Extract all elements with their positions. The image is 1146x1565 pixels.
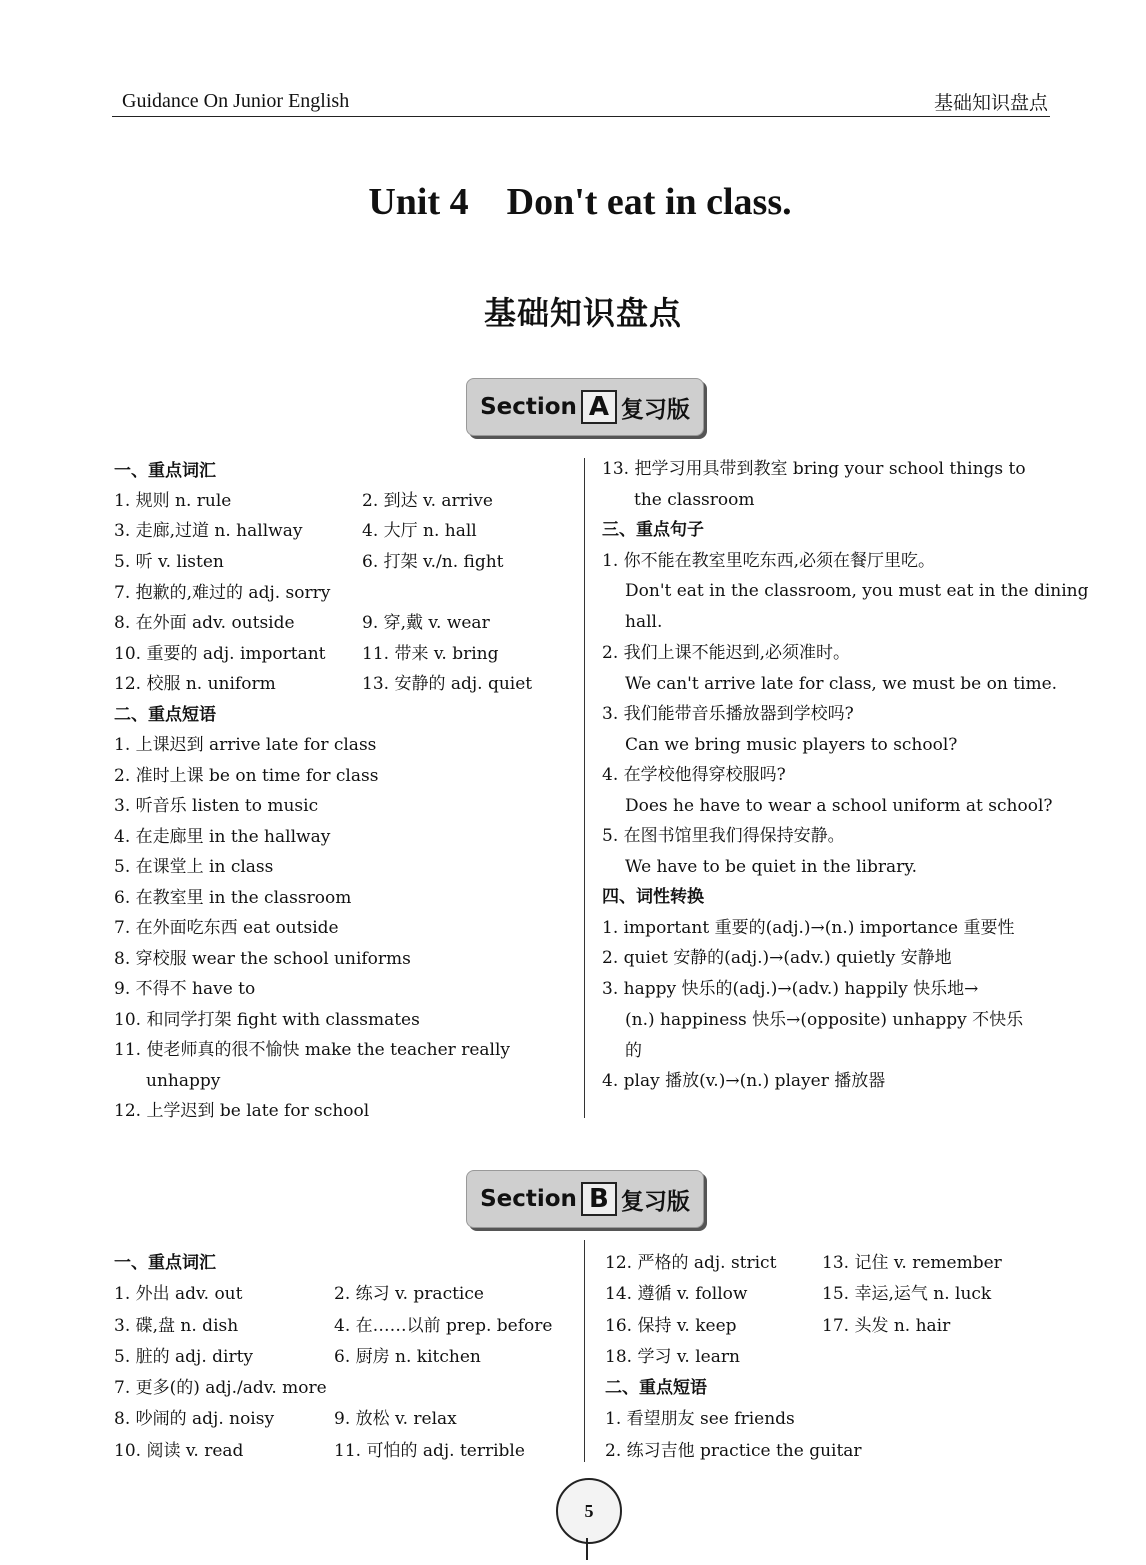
vocab-item: 5. 听 v. listen: [114, 552, 224, 572]
section-a-badge: [466, 378, 704, 436]
phrase-item: 13. 把学习用具带到教室 bring your school things to: [602, 459, 1026, 479]
sentence-english: Does he have to wear a school uniform at school?: [625, 796, 1053, 816]
phrase-item: 1. 上课迟到 arrive late for class: [114, 735, 377, 755]
phrase-item: 12. 上学迟到 be late for school: [114, 1101, 370, 1121]
section-b-badge-letter: B: [581, 1182, 617, 1216]
vocab-item: 6. 打架 v./n. fight: [362, 552, 504, 572]
vocab-item: 4. 大厅 n. hall: [362, 521, 477, 541]
section-a-phrase-heading: 二、重点短语: [114, 705, 216, 725]
sentence-english: Don't eat in the classroom, you must eat in the dining: [625, 581, 1089, 601]
phrase-item-continued: unhappy: [146, 1071, 221, 1091]
vocab-item: 15. 幸运,运气 n. luck: [822, 1284, 992, 1304]
phrase-item-continued: the classroom: [634, 490, 755, 510]
header-title: Guidance On Junior English: [122, 90, 350, 112]
phrase-item: 9. 不得不 have to: [114, 979, 256, 999]
vocab-item: 4. 在……以前 prep. before: [334, 1316, 553, 1336]
phrase-item: 11. 使老师真的很不愉快 make the teacher really: [114, 1040, 510, 1060]
vocab-item: 11. 可怕的 adj. terrible: [334, 1441, 525, 1461]
flower-stem: [586, 1538, 588, 1560]
vocab-item: 6. 厨房 n. kitchen: [334, 1347, 481, 1367]
sentence-english: We can't arrive late for class, we must be on time.: [625, 674, 1058, 694]
vocab-item: 1. 外出 adv. out: [114, 1284, 243, 1304]
sentence-chinese: 5. 在图书馆里我们得保持安静。: [602, 826, 845, 846]
section-a-badge-prefix: Section: [480, 394, 577, 420]
vocab-item: 7. 抱歉的,难过的 adj. sorry: [114, 583, 331, 603]
sentence-chinese: 2. 我们上课不能迟到,必须准时。: [602, 643, 851, 663]
vocab-item: 18. 学习 v. learn: [605, 1347, 740, 1367]
sentence-english: Can we bring music players to school?: [625, 735, 958, 755]
section-a-badge-suffix: 复习版: [620, 396, 690, 423]
unit-title: Unit 4 Don't eat in class.: [368, 181, 792, 223]
vocab-item: 12. 校服 n. uniform: [114, 674, 276, 694]
phrase-item: 6. 在教室里 in the classroom: [114, 888, 352, 908]
phrase-item: 3. 听音乐 listen to music: [114, 796, 319, 816]
sentence-chinese: 4. 在学校他得穿校服吗?: [602, 765, 786, 785]
vocab-item: 3. 碟,盘 n. dish: [114, 1316, 239, 1336]
vocab-item: 17. 头发 n. hair: [822, 1316, 951, 1336]
section-b-badge: [466, 1170, 704, 1228]
conversion-item-continued: (n.) happiness 快乐→(opposite) unhappy 不快乐: [625, 1010, 1024, 1030]
vocab-item: 2. 练习 v. practice: [334, 1284, 484, 1304]
phrase-item: 2. 准时上课 be on time for class: [114, 766, 379, 786]
phrase-item: 5. 在课堂上 in class: [114, 857, 274, 877]
phrase-item: 8. 穿校服 wear the school uniforms: [114, 949, 411, 969]
conversion-item-continued: 的: [625, 1041, 642, 1061]
vocab-item: 16. 保持 v. keep: [605, 1316, 737, 1336]
vocab-item: 8. 在外面 adv. outside: [114, 613, 295, 633]
vocab-item: 1. 规则 n. rule: [114, 491, 232, 511]
conversion-item: 4. play 播放(v.)→(n.) player 播放器: [602, 1071, 886, 1091]
phrase-item: 7. 在外面吃东西 eat outside: [114, 918, 339, 938]
vocab-item: 13. 安静的 adj. quiet: [362, 674, 533, 694]
sentence-chinese: 1. 你不能在教室里吃东西,必须在餐厅里吃。: [602, 551, 936, 571]
conversion-item: 3. happy 快乐的(adj.)→(adv.) happily 快乐地→: [602, 979, 979, 999]
section-a-sentence-heading: 三、重点句子: [602, 520, 704, 540]
section-b-phrase-heading: 二、重点短语: [605, 1378, 707, 1398]
sentence-english: hall.: [625, 612, 663, 632]
vocab-item: 11. 带来 v. bring: [362, 644, 499, 664]
section-b-vocab-heading: 一、重点词汇: [114, 1253, 216, 1273]
vocab-item: 3. 走廊,过道 n. hallway: [114, 521, 303, 541]
sentence-english: We have to be quiet in the library.: [625, 857, 918, 877]
vocab-item: 10. 阅读 v. read: [114, 1441, 244, 1461]
vocab-item: 14. 遵循 v. follow: [605, 1284, 748, 1304]
vocab-item: 7. 更多(的) adj./adv. more: [114, 1378, 327, 1398]
vocab-item: 12. 严格的 adj. strict: [605, 1253, 777, 1273]
phrase-item: 10. 和同学打架 fight with classmates: [114, 1010, 420, 1030]
section-a-vocab-heading: 一、重点词汇: [114, 461, 216, 481]
page-number: 5: [584, 1500, 594, 1521]
page-subtitle: 基础知识盘点: [483, 294, 682, 332]
vocab-item: 13. 记住 v. remember: [822, 1253, 1002, 1273]
sentence-chinese: 3. 我们能带音乐播放器到学校吗?: [602, 704, 854, 724]
conversion-item: 2. quiet 安静的(adj.)→(adv.) quietly 安静地: [602, 948, 952, 968]
vocab-item: 5. 脏的 adj. dirty: [114, 1347, 254, 1367]
section-b-badge-prefix: Section: [480, 1186, 577, 1212]
vocab-item: 10. 重要的 adj. important: [114, 644, 326, 664]
vocab-item: 8. 吵闹的 adj. noisy: [114, 1409, 275, 1429]
conversion-item: 1. important 重要的(adj.)→(n.) importance 重要性: [602, 918, 1015, 938]
section-b-column-divider: [584, 1240, 585, 1462]
vocab-item: 9. 放松 v. relax: [334, 1409, 457, 1429]
phrase-item: 4. 在走廊里 in the hallway: [114, 827, 331, 847]
vocab-item: 2. 到达 v. arrive: [362, 491, 493, 511]
phrase-item: 1. 看望朋友 see friends: [605, 1409, 795, 1429]
section-a-column-divider: [584, 458, 585, 1118]
header-divider: [112, 116, 1050, 117]
section-b-badge-suffix: 复习版: [620, 1188, 690, 1215]
section-a-conversion-heading: 四、词性转换: [602, 887, 704, 907]
vocab-item: 9. 穿,戴 v. wear: [362, 613, 490, 633]
phrase-item: 2. 练习吉他 practice the guitar: [605, 1441, 862, 1461]
section-a-badge-letter: A: [581, 390, 617, 424]
page-number-flower-icon: [556, 1478, 622, 1544]
header-section: 基础知识盘点: [933, 92, 1048, 114]
